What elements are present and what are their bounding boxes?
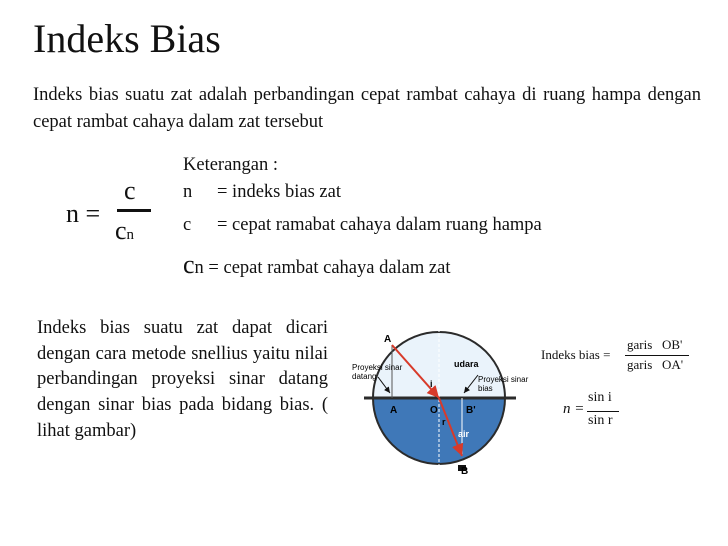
snell-ratio-bar xyxy=(625,355,689,356)
page-title: Indeks Bias xyxy=(33,16,221,61)
label-r: r xyxy=(442,417,446,427)
snell-sin-bar xyxy=(587,411,619,412)
snellius-paragraph xyxy=(37,316,328,445)
label-udara: udara xyxy=(454,359,479,369)
keterangan-desc: = cepat ramabat cahaya dalam ruang hampa xyxy=(217,215,542,235)
snell-ratio-num2: OB' xyxy=(662,337,683,352)
air-region xyxy=(350,325,540,398)
label-o: O xyxy=(430,405,438,416)
fraction-bar xyxy=(117,209,151,212)
formula-lhs: n = xyxy=(66,199,101,228)
keterangan-symbol: c xyxy=(183,215,192,235)
keterangan-symbol-base: c xyxy=(183,250,195,279)
formula-denominator xyxy=(115,216,134,250)
snell-sin-den: sin r xyxy=(588,413,613,428)
keterangan-desc: = indeks bias zat xyxy=(217,182,341,202)
keterangan-symbol-sub: n xyxy=(194,258,204,278)
label-a-top: A xyxy=(384,334,392,345)
keterangan-item-c xyxy=(183,213,542,238)
label-proyeksi-datang-2: datang xyxy=(352,372,377,381)
snellius-last-line: lihat gambar) xyxy=(37,420,137,441)
keterangan-item-n xyxy=(183,180,341,205)
snell-ratio-den2: OA' xyxy=(662,357,684,372)
keterangan-item-cn xyxy=(183,252,450,281)
label-b-prime: B' xyxy=(466,405,476,416)
keterangan-heading: Keterangan : xyxy=(183,155,279,175)
denominator-base: c xyxy=(115,216,127,245)
snell-ratio-den1: garis xyxy=(627,357,653,372)
label-proyeksi-datang-1: Proyeksi sinar xyxy=(352,363,403,372)
keterangan-symbol: n xyxy=(183,182,193,202)
label-i: i xyxy=(430,379,433,389)
formula-numerator: c xyxy=(124,176,136,205)
refraction-diagram xyxy=(350,325,540,475)
label-air: air xyxy=(458,429,470,439)
label-b: B xyxy=(461,466,469,475)
snellius-body: Indeks bias suatu zat dapat dicari dengan cara metode snellius yaitu nilai perbandingan proyeksi sinar datang dengan sinar bias pada bidang bias. ( xyxy=(37,318,328,416)
label-proyeksi-bias-2: bias xyxy=(478,384,493,393)
denominator-sub: n xyxy=(126,227,135,243)
snell-ratio-lhs: Indeks bias = xyxy=(541,347,611,362)
snell-sin-lhs: n = xyxy=(563,401,585,417)
keterangan-desc: = cepat rambat cahaya dalam zat xyxy=(208,258,451,278)
label-proyeksi-bias-1: Proyeksi sinar xyxy=(478,375,529,384)
label-a: A xyxy=(390,405,398,416)
intro-paragraph: Indeks bias suatu zat adalah perbandingan cepat rambat cahaya di ruang hampa dengan cepat rambat cahaya dalam zat tersebut xyxy=(33,85,701,132)
snell-ratio-num1: garis xyxy=(627,337,653,352)
snell-sin-num: sin i xyxy=(588,390,612,405)
